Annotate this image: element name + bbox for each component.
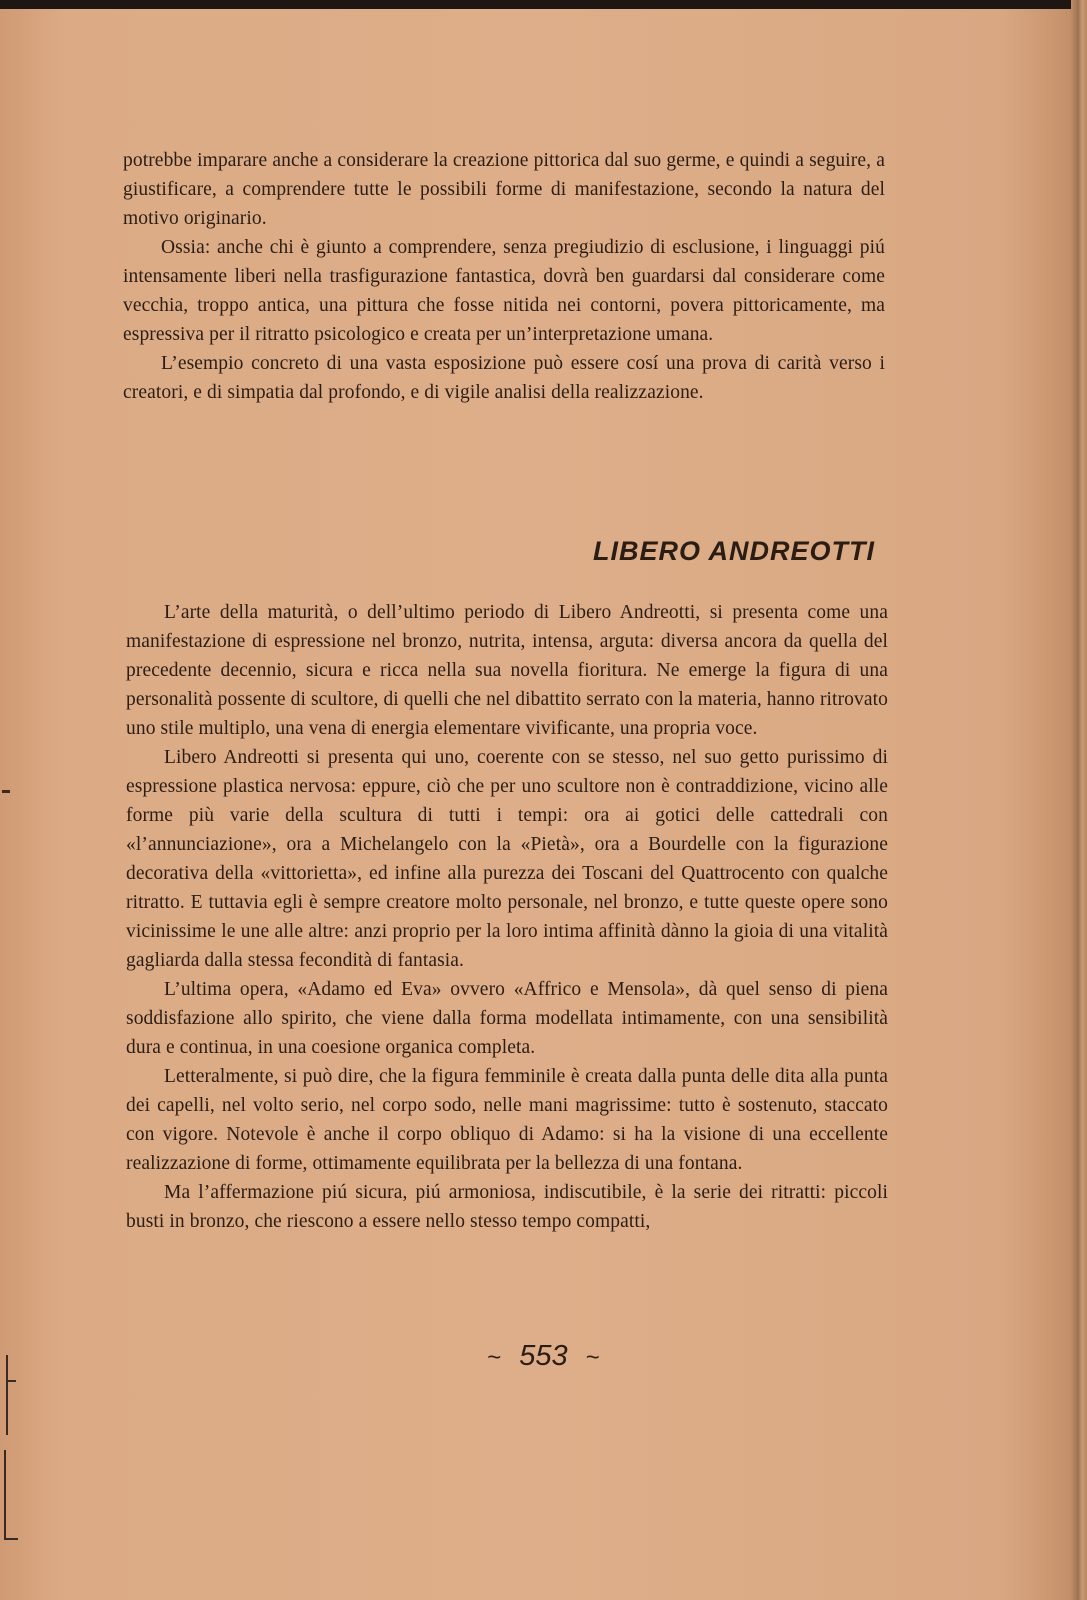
scan-top-edge <box>0 0 1087 9</box>
intro-paragraph-3: L’esempio concreto di una vasta esposizione può essere cosí una prova di carità verso i creatori, e di simpatia dal profondo, e di vigile analisi della realizzazione. <box>123 353 885 403</box>
section-paragraph-4: Letteralmente, si può dire, che la figura femminile è creata dalla punta delle dita alla punta dei capelli, nel volto serio, nel corpo sodo, nelle mani magrissime: tutto è sostenuto, staccato con vigore. Notevole è anche il corpo obliquo di Adamo: si ha la visione di una eccellente realizzazione di forme, ottimamente equilibrata per la bellezza di una fontana. <box>126 1066 888 1174</box>
section-paragraph-2: Libero Andreotti si presenta qui uno, coerente con se stesso, nel suo getto purissimo di espressione plastica nervosa: eppure, ciò che per uno scultore non è contraddizione, vicino alle forme più varie della scultura di tutti i tempi: ora ai gotici delle cattedrali con «l’annunciazione», ora a Michelangelo con la «Pietà», ora a Bourdelle con la figurazione decorativa della «vittorietta», ed infine alla purezza dei Toscani del Quattrocento con qualche ritratto. E tuttavia egli è sempre creatore molto personale, nel bronzo, e tutte queste opere sono vicinissime le une alle altre: anzi proprio per la loro intima affinità dànno la gioia di una vitalità gagliarda dalla stessa fecondità di fantasia. <box>126 747 888 971</box>
intro-text-block <box>123 146 885 407</box>
section-paragraph-3: L’ultima opera, «Adamo ed Eva» ovvero «Affrico e Mensola», dà quel senso di piena soddisfazione allo spirito, che viene dalla forma modellata intimamente, con una sensibilità dura e continua, in una coesione organica completa. <box>126 979 888 1058</box>
ornament-left: ~ <box>487 1344 502 1371</box>
section-text-block <box>126 598 888 1236</box>
section-paragraph-5: Ma l’affermazione piú sicura, piú armoniosa, indiscutibile, è la serie dei ritratti: piccoli busti in bronzo, che riescono a essere nello stesso tempo compatti, <box>126 1182 888 1232</box>
page-number-footer <box>0 1340 1087 1373</box>
section-paragraph-1: L’arte della maturità, o dell’ultimo periodo di Libero Andreotti, si presenta come una manifestazione di espressione nel bronzo, nutrita, intensa, arguta: diversa ancora da quella del precedente decennio, sicura e ricca nella sua novella fioritura. Ne emerge la figura di una personalità possente di scultore, di quelli che nel dibattito serrato con la materia, hanno ritrovato uno stile multiplo, una vena di energia elementare vivificante, una propria voce. <box>126 602 888 739</box>
intro-paragraph-1: potrebbe imparare anche a considerare la creazione pittorica dal suo germe, e quindi a seguire, a giustificare, a comprendere tutte le possibili forme di manifestazione, secondo la natura del motivo originario. <box>123 150 885 229</box>
section-title: LIBERO ANDREOTTI <box>593 536 875 566</box>
ornament-right: ~ <box>585 1344 600 1371</box>
intro-paragraph-2: Ossia: anche chi è giunto a comprendere, senza pregiudizio di esclusione, i linguaggi piú intensamente liberi nella trasfigurazione fantastica, dovrà ben guardarsi dal considerare come vecchia, troppo antica, una pittura che fosse nitida nei contorni, povera pittoricamente, ma espressiva per il ritratto psicologico e creata per un’interpretazione umana. <box>123 237 885 345</box>
page-number: 553 <box>519 1340 568 1372</box>
